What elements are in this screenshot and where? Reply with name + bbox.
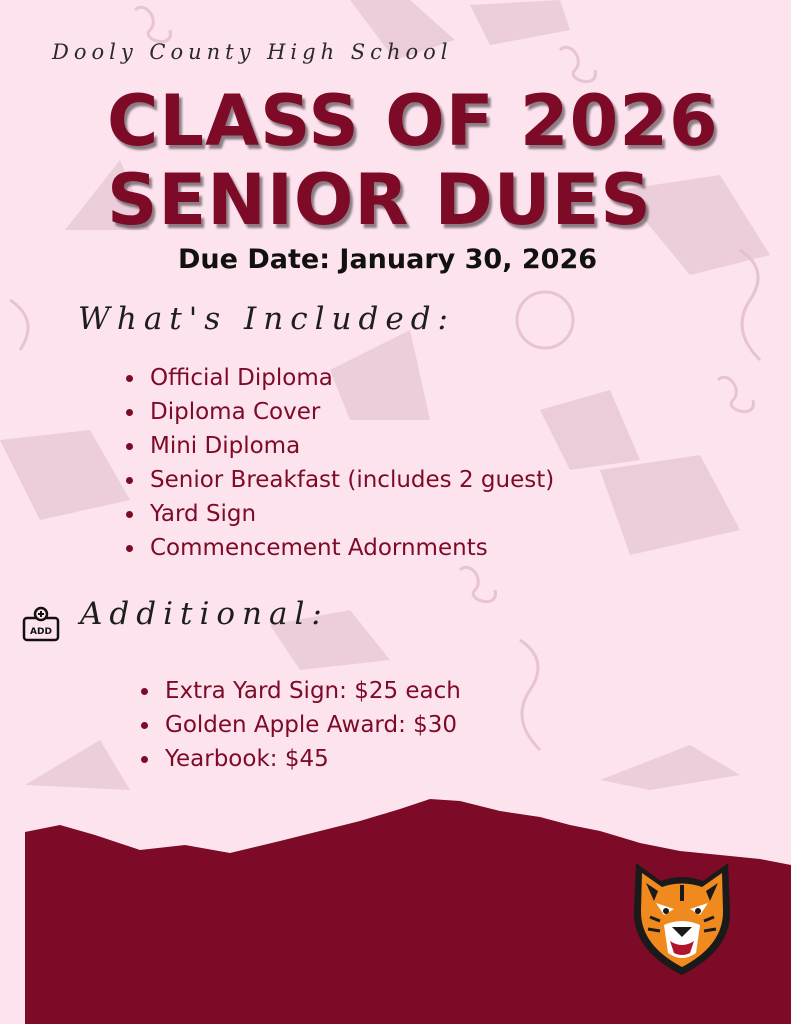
school-name: Dooly County High School bbox=[52, 40, 453, 64]
title-line-1: CLASS OF 2026 bbox=[107, 80, 719, 162]
list-item: Diploma Cover bbox=[124, 395, 554, 429]
list-item: Senior Breakfast (includes 2 guest) bbox=[124, 463, 554, 497]
add-icon bbox=[22, 606, 60, 644]
included-list bbox=[124, 361, 554, 565]
title-line-2: SENIOR DUES bbox=[107, 159, 652, 241]
list-item: Mini Diploma bbox=[124, 429, 554, 463]
list-item: Yard Sign bbox=[124, 497, 554, 531]
list-item: Official Diploma bbox=[124, 361, 554, 395]
add-icon-label: ADD bbox=[30, 627, 52, 637]
list-item: Extra Yard Sign: $25 each bbox=[139, 674, 461, 708]
due-date: Due Date: January 30, 2026 bbox=[178, 244, 598, 275]
list-item: Yearbook: $45 bbox=[139, 742, 461, 776]
additional-heading: Additional: bbox=[80, 596, 329, 632]
tiger-logo-icon bbox=[626, 855, 738, 979]
list-item: Golden Apple Award: $30 bbox=[139, 708, 461, 742]
included-heading: What's Included: bbox=[78, 301, 455, 337]
additional-list bbox=[139, 674, 461, 776]
list-item: Commencement Adornments bbox=[124, 531, 554, 565]
